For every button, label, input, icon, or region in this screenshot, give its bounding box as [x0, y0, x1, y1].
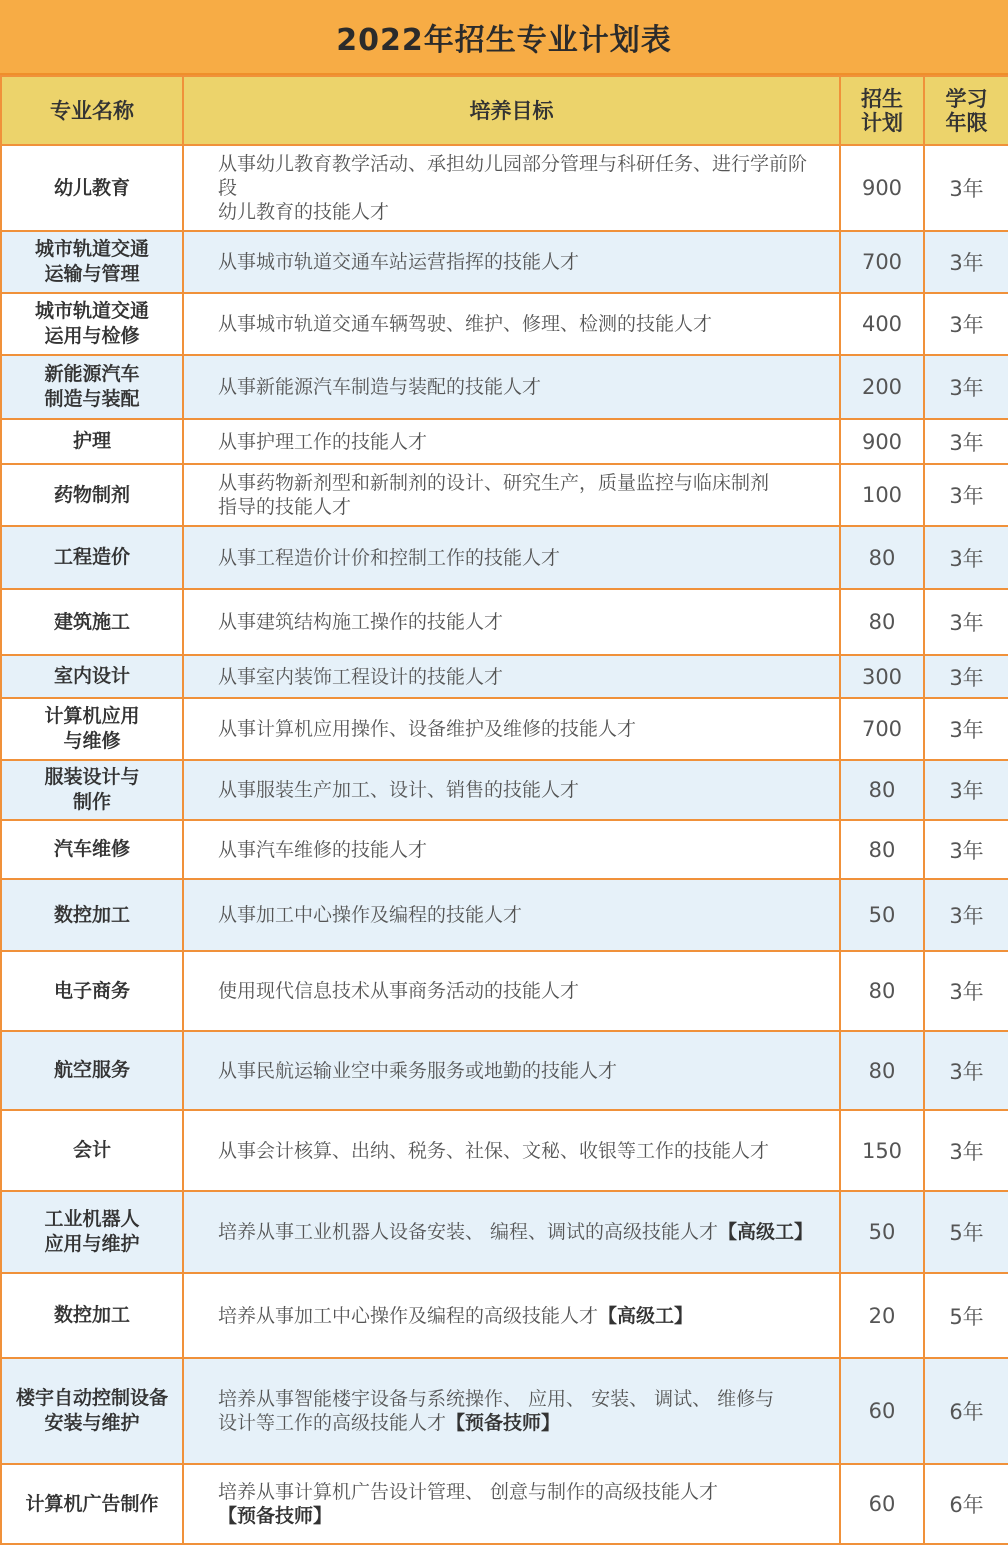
enrollment-plan-cell: 20 [840, 1273, 924, 1358]
major-name-cell [1, 1191, 183, 1273]
enrollment-plan-cell: 80 [840, 820, 924, 879]
training-goal-text: 从事护理工作的技能人才 [218, 430, 428, 453]
header-major-name: 专业名称 [1, 76, 183, 145]
major-name-cell [1, 464, 183, 526]
major-name: 制作 [72, 791, 111, 813]
training-goal-cell [183, 419, 840, 464]
major-name: 会计 [72, 1139, 111, 1161]
table-body [1, 145, 1008, 1544]
table-row [1, 1110, 1008, 1191]
study-years-cell: 3年 [924, 698, 1008, 760]
major-name-cell [1, 951, 183, 1031]
training-goal-cell [183, 820, 840, 879]
major-name-cell [1, 1358, 183, 1464]
major-name-cell [1, 1464, 183, 1544]
table-row [1, 698, 1008, 760]
major-name: 护理 [72, 430, 111, 452]
major-name: 药物制剂 [53, 483, 130, 506]
training-goal-text: 从事新能源汽车制造与装配的技能人才 [218, 376, 542, 398]
table-row [1, 145, 1008, 231]
training-goal-cell [183, 355, 840, 419]
major-name-cell [1, 419, 183, 464]
enrollment-plan-cell: 60 [840, 1358, 924, 1464]
training-goal-text: 幼儿教育的技能人才 [218, 201, 390, 223]
page-title: 2022年招生专业计划表 [336, 22, 672, 58]
table-row [1, 1358, 1008, 1464]
training-goal-text: 从事汽车维修的技能人才 [218, 838, 428, 861]
training-goal-text: 从事建筑结构施工操作的技能人才 [218, 611, 504, 633]
table-row [1, 820, 1008, 879]
study-years-cell: 3年 [924, 1031, 1008, 1110]
study-years-cell: 6年 [924, 1358, 1008, 1464]
major-name: 幼儿教育 [53, 176, 130, 199]
major-name: 应用与维护 [44, 1233, 140, 1255]
study-years-cell: 3年 [924, 293, 1008, 355]
major-name: 工程造价 [53, 546, 130, 568]
table-row [1, 655, 1008, 698]
major-name: 计算机应用 [44, 705, 140, 727]
study-years-cell: 3年 [924, 419, 1008, 464]
table-row [1, 231, 1008, 293]
major-name: 楼宇自动控制设备 [15, 1387, 168, 1409]
major-name-cell [1, 1273, 183, 1358]
major-name: 数控加工 [53, 903, 130, 926]
major-name-cell [1, 1031, 183, 1110]
training-goal-text: 从事幼儿教育教学活动、承担幼儿园部分管理与科研任务、进行学前阶段 [218, 153, 808, 199]
enrollment-plan-cell: 150 [840, 1110, 924, 1191]
training-goal-text: 指导的技能人才 [218, 496, 352, 518]
study-years-cell: 3年 [924, 820, 1008, 879]
major-name-cell [1, 589, 183, 655]
training-goal-text: 培养从事加工中心操作及编程的高级技能人才 [218, 1304, 599, 1327]
training-goal-text: 从事加工中心操作及编程的技能人才 [218, 904, 523, 926]
major-name-cell [1, 820, 183, 879]
enrollment-plan-cell: 900 [840, 145, 924, 231]
major-name-cell [1, 879, 183, 951]
training-goal-cell [183, 293, 840, 355]
training-goal-cell [183, 655, 840, 698]
training-goal-cell [183, 879, 840, 951]
training-goal-text: 培养从事计算机广告设计管理、 创意与制作的高级技能人才 [218, 1481, 719, 1503]
training-goal-text: 从事计算机应用操作、设备维护及维修的技能人才 [218, 718, 637, 740]
training-goal-text: 使用现代信息技术从事商务活动的技能人才 [218, 980, 580, 1002]
enrollment-plan-cell: 300 [840, 655, 924, 698]
study-years-cell: 3年 [924, 464, 1008, 526]
study-years-cell: 6年 [924, 1464, 1008, 1544]
table-row [1, 760, 1008, 820]
study-years-cell: 5年 [924, 1191, 1008, 1273]
major-name-cell [1, 145, 183, 231]
study-years-cell: 3年 [924, 951, 1008, 1031]
study-years-cell: 3年 [924, 760, 1008, 820]
training-goal-cell [183, 1358, 840, 1464]
major-name: 制造与装配 [44, 388, 140, 410]
table-row [1, 1464, 1008, 1544]
enrollment-plan-cell: 80 [840, 951, 924, 1031]
training-goal-text: 培养从事工业机器人设备安装、 编程、调试的高级技能人才 [218, 1221, 719, 1243]
training-goal-cell [183, 760, 840, 820]
major-name-cell [1, 231, 183, 293]
training-goal-text: 从事会计核算、出纳、税务、社保、文秘、收银等工作的技能人才 [218, 1139, 770, 1162]
training-goal-cell [183, 1110, 840, 1191]
table-row [1, 589, 1008, 655]
training-goal-cell [183, 1273, 840, 1358]
enrollment-plan-cell: 60 [840, 1464, 924, 1544]
study-years-cell: 3年 [924, 145, 1008, 231]
training-goal-cell [183, 698, 840, 760]
major-name-cell [1, 698, 183, 760]
enrollment-plan-cell: 80 [840, 1031, 924, 1110]
training-goal-text: 从事药物新剂型和新制剂的设计、研究生产，质量监控与临床制剂 [218, 472, 770, 494]
study-years-cell: 3年 [924, 879, 1008, 951]
training-goal-cell [183, 1191, 840, 1273]
study-years-cell: 3年 [924, 589, 1008, 655]
table-row [1, 355, 1008, 419]
major-name: 计算机广告制作 [25, 1492, 159, 1515]
major-name: 航空服务 [53, 1059, 130, 1081]
training-goal-cell [183, 464, 840, 526]
training-goal-text: 从事民航运输业空中乘务服务或地勤的技能人才 [218, 1059, 618, 1082]
study-years-cell: 3年 [924, 655, 1008, 698]
study-years-cell: 5年 [924, 1273, 1008, 1358]
skill-level-tag: 【高级工】 [718, 1221, 814, 1243]
training-goal-cell [183, 951, 840, 1031]
enrollment-plan-cell: 900 [840, 419, 924, 464]
major-name-cell [1, 355, 183, 419]
training-goal-text: 从事城市轨道交通车辆驾驶、维护、修理、检测的技能人才 [218, 313, 713, 335]
table-row [1, 1031, 1008, 1110]
table-row [1, 1191, 1008, 1273]
study-years-cell: 3年 [924, 526, 1008, 589]
major-name: 室内设计 [53, 665, 130, 687]
major-name: 运输与管理 [44, 263, 140, 285]
training-goal-cell [183, 1031, 840, 1110]
major-name: 新能源汽车 [44, 363, 140, 385]
table-row [1, 293, 1008, 355]
training-goal-cell [183, 1464, 840, 1544]
skill-level-tag: 【预备技师】 [446, 1412, 561, 1434]
enrollment-plan-cell: 50 [840, 1191, 924, 1273]
header-plan-line: 计划 [861, 110, 903, 135]
title-bar [0, 0, 1008, 75]
enrollment-plan-cell: 700 [840, 231, 924, 293]
major-name: 建筑施工 [53, 610, 130, 633]
major-name: 服装设计与 [44, 766, 140, 788]
major-name: 电子商务 [53, 979, 130, 1002]
training-goal-text: 培养从事智能楼宇设备与系统操作、 应用、 安装、 调试、 维修与 [218, 1388, 775, 1410]
enrollment-plan-cell: 700 [840, 698, 924, 760]
enrollment-plan-cell: 80 [840, 526, 924, 589]
header-study-years [924, 76, 1008, 145]
header-training-goal: 培养目标 [183, 76, 840, 145]
enrollment-plan-cell: 80 [840, 589, 924, 655]
header-plan-line: 招生 [861, 86, 903, 111]
header-enrollment-plan [840, 76, 924, 145]
training-goal-text: 从事城市轨道交通车站运营指挥的技能人才 [218, 251, 580, 273]
study-years-cell: 3年 [924, 1110, 1008, 1191]
major-name-cell [1, 1110, 183, 1191]
study-years-cell: 3年 [924, 231, 1008, 293]
major-name: 工业机器人 [44, 1208, 140, 1230]
major-name-cell [1, 760, 183, 820]
header-row [1, 76, 1008, 145]
header-years-line: 年限 [945, 110, 988, 135]
enrollment-table [0, 75, 1008, 1545]
training-goal-text: 从事室内装饰工程设计的技能人才 [218, 665, 504, 688]
major-name: 数控加工 [53, 1304, 130, 1326]
table-row [1, 419, 1008, 464]
major-name-cell [1, 293, 183, 355]
header-years-line: 学习 [945, 86, 988, 111]
training-goal-cell [183, 589, 840, 655]
training-goal-cell [183, 526, 840, 589]
table-row [1, 464, 1008, 526]
major-name: 城市轨道交通 [34, 238, 149, 260]
enrollment-plan-cell: 50 [840, 879, 924, 951]
major-name: 安装与维护 [44, 1412, 140, 1434]
training-goal-cell [183, 231, 840, 293]
table-row [1, 1273, 1008, 1358]
study-years-cell: 3年 [924, 355, 1008, 419]
skill-level-tag: 【预备技师】 [218, 1505, 333, 1527]
enrollment-plan-cell: 400 [840, 293, 924, 355]
skill-level-tag: 【高级工】 [598, 1304, 694, 1327]
enrollment-plan-cell: 100 [840, 464, 924, 526]
enrollment-plan-cell: 80 [840, 760, 924, 820]
major-name: 城市轨道交通 [34, 300, 149, 322]
table-row [1, 879, 1008, 951]
training-goal-text: 设计等工作的高级技能人才 [218, 1412, 447, 1434]
training-goal-text: 从事服装生产加工、设计、销售的技能人才 [218, 779, 580, 801]
table-row [1, 526, 1008, 589]
training-goal-cell [183, 145, 840, 231]
table-row [1, 951, 1008, 1031]
enrollment-plan-cell: 200 [840, 355, 924, 419]
major-name: 运用与检修 [44, 325, 140, 347]
major-name-cell [1, 526, 183, 589]
major-name: 与维修 [63, 730, 121, 752]
major-name: 汽车维修 [53, 838, 130, 860]
training-goal-text: 从事工程造价计价和控制工作的技能人才 [218, 546, 561, 569]
major-name-cell [1, 655, 183, 698]
